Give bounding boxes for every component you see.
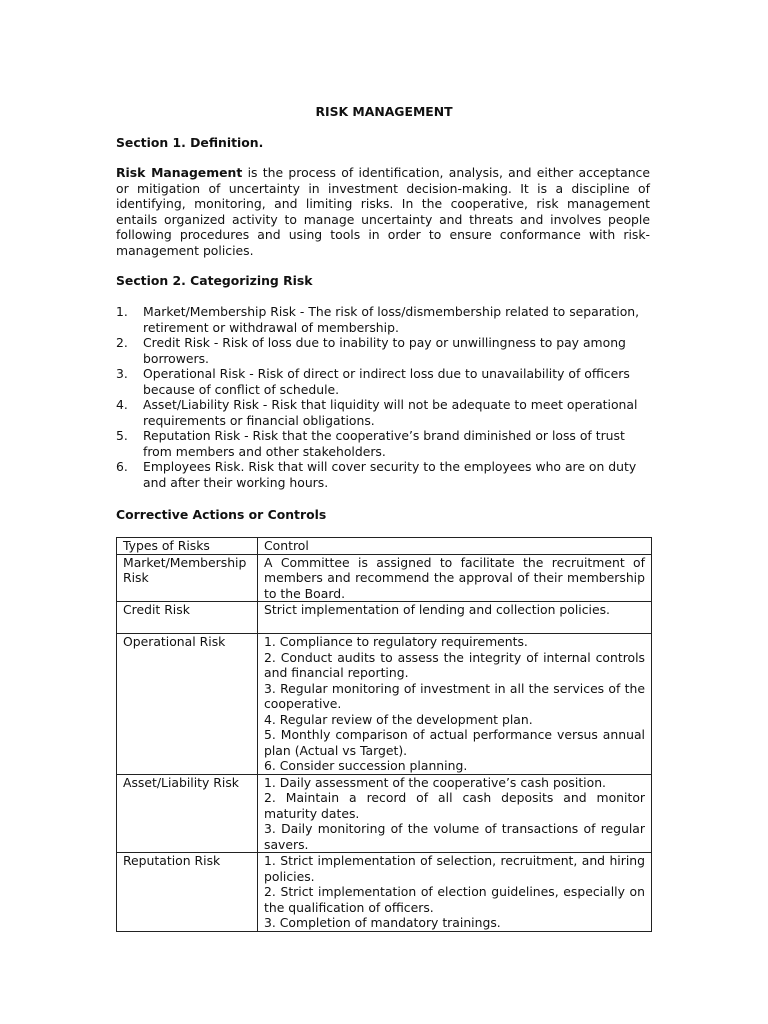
risk-type-cell: Asset/Liability Risk [117,774,258,853]
table-row [117,602,652,634]
controls-table [116,537,652,932]
column-header-control: Control [258,538,652,555]
definition-text: is the process of identification, analysis, and either acceptance or mitigation of uncertainty in investment decision-making. It is a discipline of identifying, monitoring, and limiting risks. In the cooperative, risk management entails organized activity to manage uncertainty and threats and involves people following procedures and using tools in order to ensure conformance with risk-management policies. [116,165,650,258]
control-item: A Committee is assigned to facilitate the recruitment of members and recommend the approval of their membership to the Board. [264,554,645,601]
control-item: 1. Daily assessment of the cooperative’s cash position. [264,774,606,790]
list-item-number: 6. [116,459,128,474]
table-row [117,853,652,932]
list-item-text: Credit Risk - Risk of loss due to inability to pay or unwillingness to pay among borrowers. [143,335,626,366]
control-item: 1. Compliance to regulatory requirements. [264,634,528,649]
section1-heading: Section 1. Definition. [116,135,264,150]
list-item [116,397,650,428]
definition-paragraph [116,165,650,258]
column-header-risk: Types of Risks [117,538,258,555]
table-header-row [117,538,652,555]
table-row [117,774,652,853]
document-title: RISK MANAGEMENT [315,104,453,119]
control-item: 2. Strict implementation of election guidelines, especially on the qualification of officers. [264,884,645,915]
control-cell [258,602,652,634]
control-item: 2. Maintain a record of all cash deposits and monitor maturity dates. [264,790,645,821]
control-item: 2. Conduct audits to assess the integrity of internal controls and financial reporting. [264,649,645,680]
list-item [116,428,650,459]
list-item [116,459,650,490]
control-item: 3. Completion of mandatory trainings. [264,915,501,930]
list-item [116,304,650,335]
list-item-number: 2. [116,335,128,350]
list-item-text: Operational Risk - Risk of direct or indirect loss due to unavailability of officers because of conflict of schedule. [143,366,630,397]
control-item: 1. Strict implementation of selection, recruitment, and hiring policies. [264,853,645,884]
control-cell [258,774,652,853]
control-item: 3. Daily monitoring of the volume of transactions of regular savers. [264,821,645,852]
control-cell [258,554,652,602]
list-item-number: 4. [116,397,128,412]
definition-term: Risk Management [116,165,243,180]
list-item-number: 1. [116,304,128,319]
risk-type-cell: Credit Risk [117,602,258,634]
risk-type-cell: Operational Risk [117,634,258,775]
list-item-text: Asset/Liability Risk - Risk that liquidity will not be adequate to meet operational requirements or financial obligations. [143,397,638,428]
control-cell [258,634,652,775]
risk-type-cell: Market/Membership Risk [117,554,258,602]
control-cell [258,853,652,932]
control-item: 6. Consider succession planning. [264,758,468,773]
section2-heading: Section 2. Categorizing Risk [116,273,313,288]
control-item: 3. Regular monitoring of investment in all the services of the cooperative. [264,680,645,711]
list-item [116,335,650,366]
control-item: Strict implementation of lending and collection policies. [264,602,610,617]
list-item-text: Reputation Risk - Risk that the cooperative’s brand diminished or loss of trust from members and other stakeholders. [143,428,625,459]
list-item-text: Market/Membership Risk - The risk of loss/dismembership related to separation, retirement or withdrawal of membership. [143,304,640,335]
list-item-number: 3. [116,366,128,381]
list-item [116,366,650,397]
control-item: 5. Monthly comparison of actual performance versus annual plan (Actual vs Target). [264,727,645,758]
corrective-heading: Corrective Actions or Controls [116,507,327,522]
risk-category-list [116,304,650,490]
table-row [117,634,652,775]
list-item-text: Employees Risk. Risk that will cover security to the employees who are on duty and after their working hours. [143,459,637,490]
risk-type-cell: Reputation Risk [117,853,258,932]
table-row [117,554,652,602]
list-item-number: 5. [116,428,128,443]
control-item: 4. Regular review of the development plan. [264,711,533,727]
